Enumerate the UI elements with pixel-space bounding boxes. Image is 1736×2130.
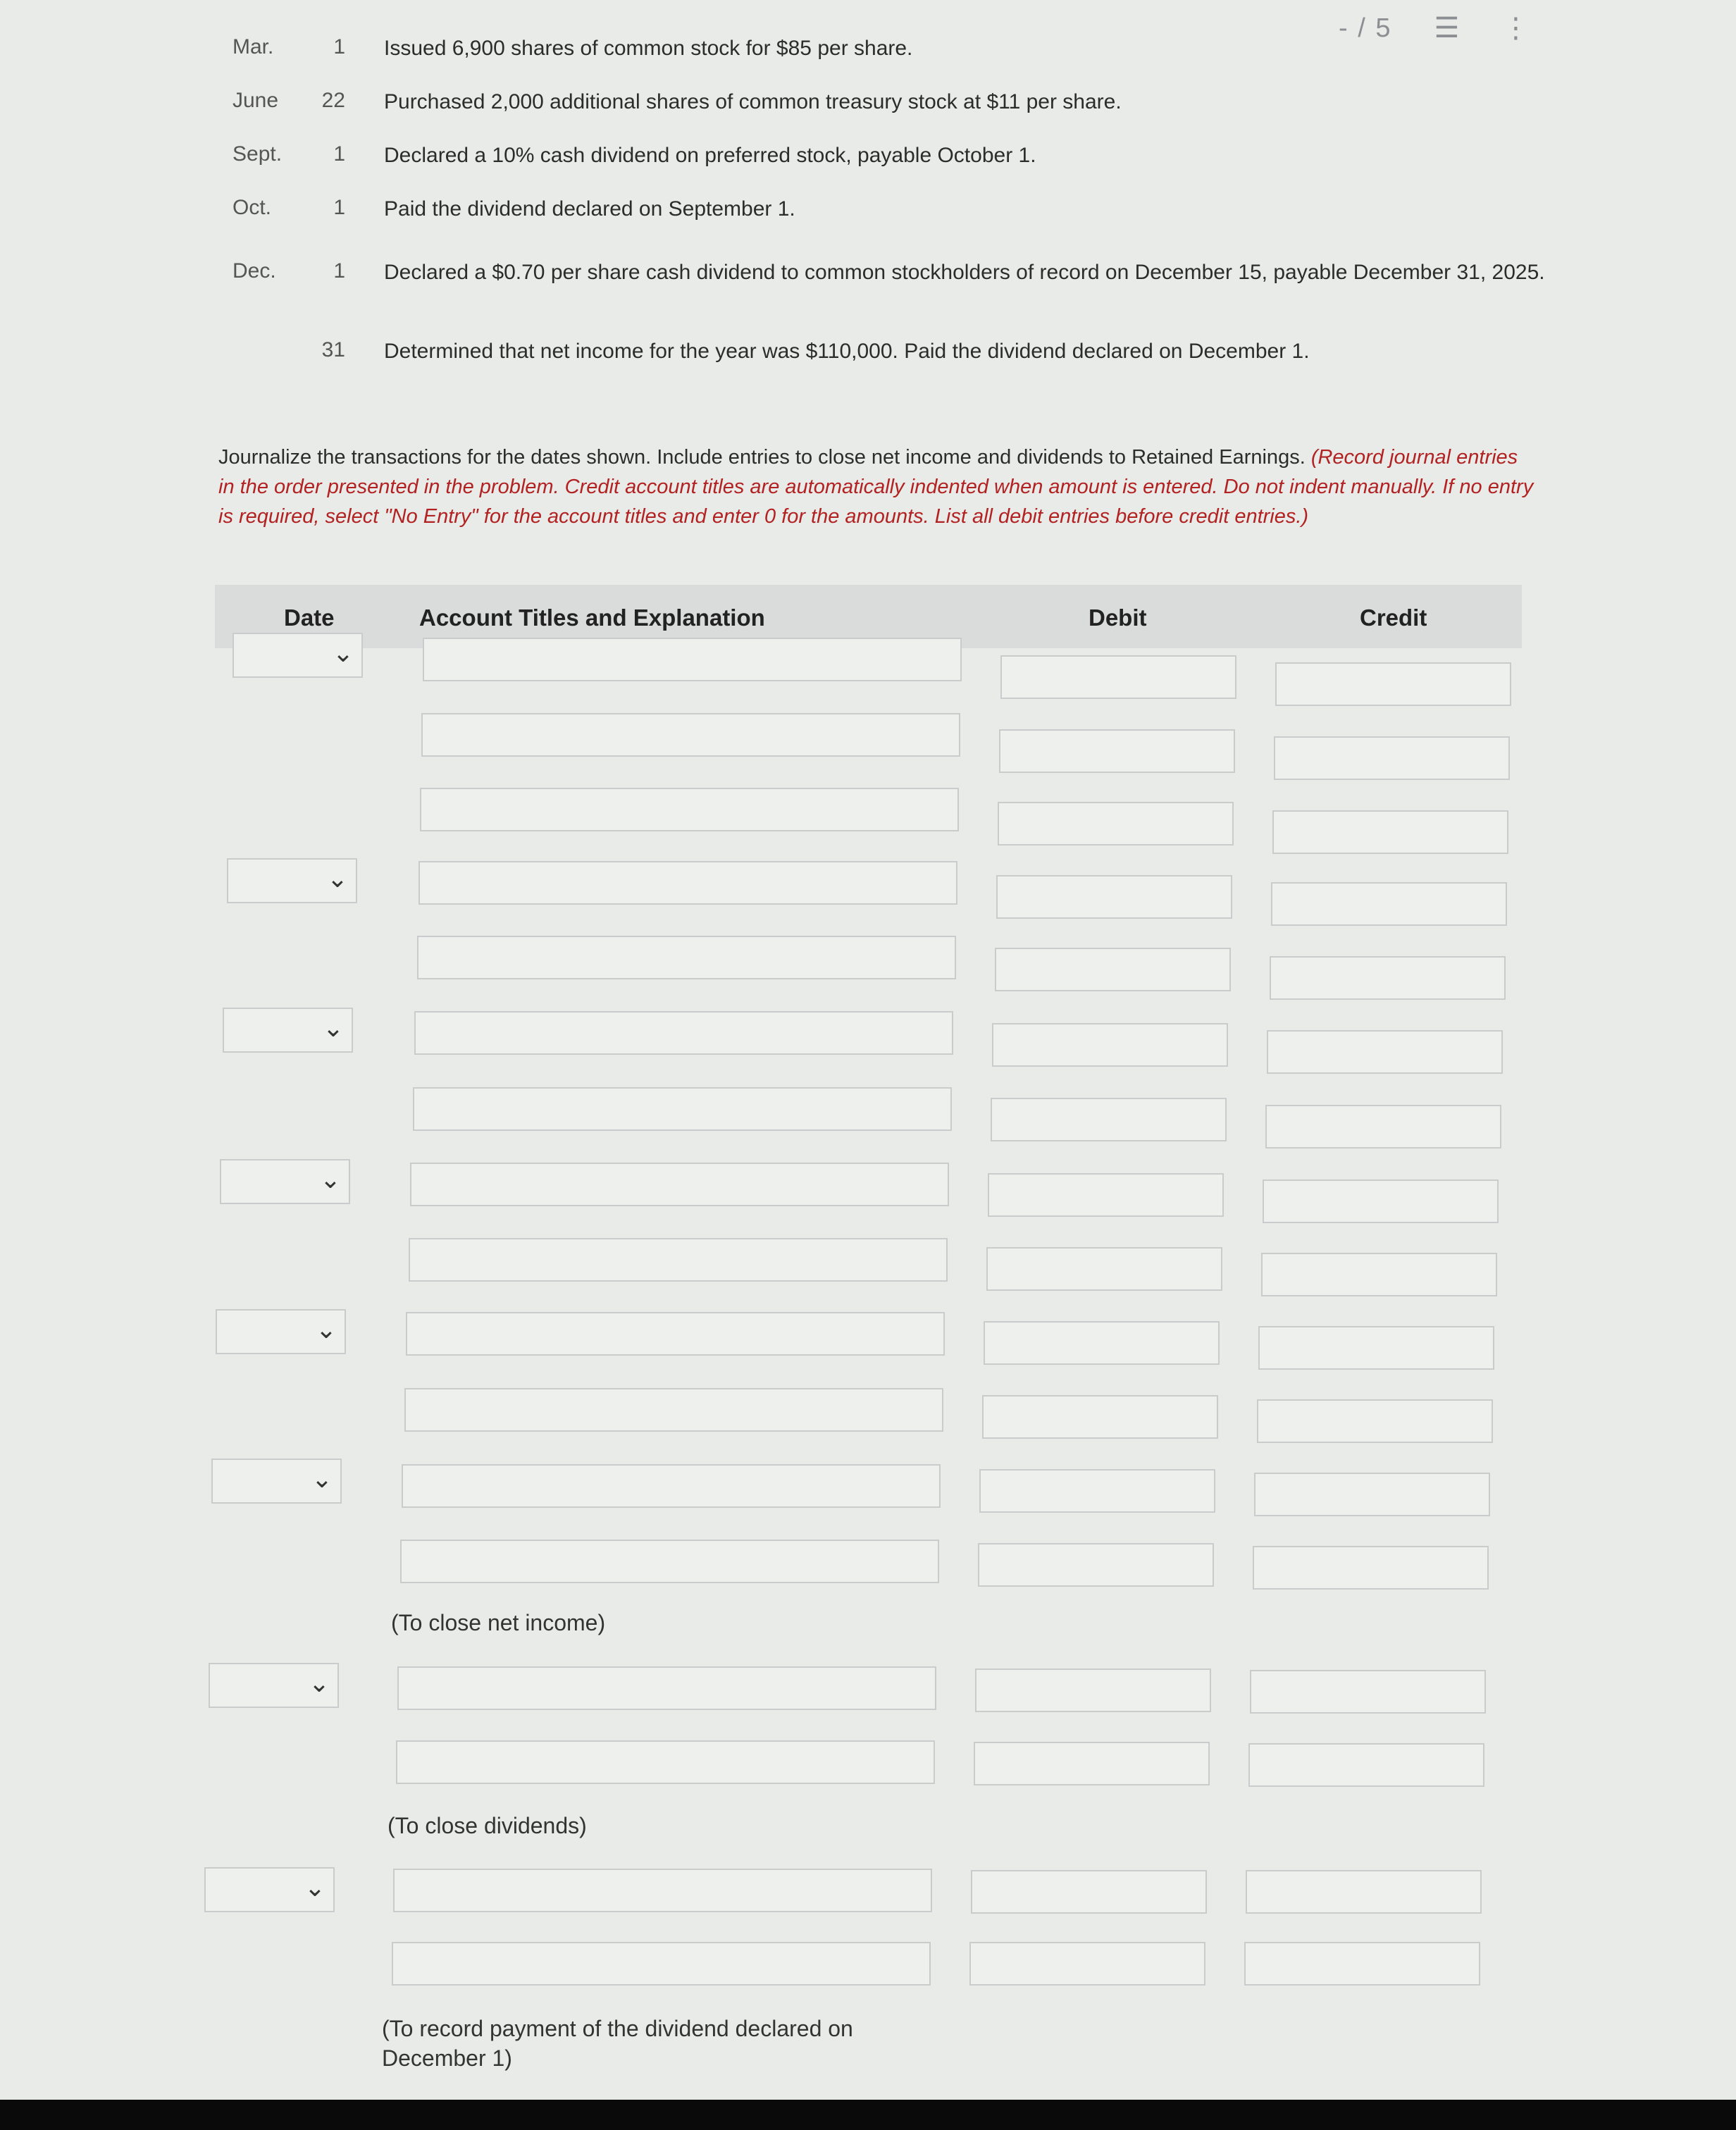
transaction-month: Oct.: [232, 196, 272, 219]
transaction-day: 22: [321, 89, 345, 112]
list-icon[interactable]: ☰: [1434, 13, 1460, 44]
transaction-text: Determined that net income for the year was $110,000. Paid the dividend declared on December 1.: [384, 340, 1310, 363]
account-input[interactable]: [392, 1942, 931, 1986]
debit-input[interactable]: [1000, 655, 1236, 699]
header-debit: Debit: [1089, 605, 1147, 631]
instructions: [218, 442, 1536, 531]
transaction-month: Dec.: [232, 259, 276, 283]
date-select[interactable]: [204, 1867, 335, 1912]
account-input[interactable]: [397, 1666, 936, 1710]
account-input[interactable]: [418, 861, 957, 905]
date-select[interactable]: [227, 858, 357, 903]
credit-input[interactable]: [1263, 1179, 1499, 1223]
debit-input[interactable]: [988, 1173, 1224, 1217]
debit-input[interactable]: [986, 1247, 1222, 1291]
credit-input[interactable]: [1248, 1743, 1484, 1787]
chevron-down-icon: ⌄: [308, 1668, 330, 1697]
date-select[interactable]: [232, 633, 363, 678]
header-account: Account Titles and Explanation: [419, 605, 765, 631]
instructions-note: (Record journal entries in the order presented in the problem. Credit account titles are automatically indented when amount is entered. Do not indent manually. If no entry is required, select "No Entry" for the account titles and enter 0 for the amounts. List all debit entries before credit entries.): [218, 446, 1534, 528]
credit-input[interactable]: [1267, 1030, 1503, 1074]
credit-input[interactable]: [1272, 810, 1508, 854]
transaction-month: Sept.: [232, 142, 283, 166]
account-input[interactable]: [402, 1464, 941, 1508]
account-input[interactable]: [423, 638, 962, 681]
transaction-day: 1: [333, 142, 345, 166]
explanation-record-payment: (To record payment of the dividend declared on December 1): [382, 2016, 853, 2071]
header-date: Date: [284, 605, 335, 631]
chevron-down-icon: ⌄: [319, 1165, 342, 1194]
account-input[interactable]: [406, 1312, 945, 1356]
credit-input[interactable]: [1275, 662, 1511, 706]
debit-input[interactable]: [979, 1469, 1215, 1513]
transaction-month: June: [232, 89, 279, 112]
credit-input[interactable]: [1250, 1670, 1486, 1714]
credit-input[interactable]: [1271, 882, 1507, 926]
account-input[interactable]: [414, 1011, 953, 1055]
instructions-main: Journalize the transactions for the dates shown. Include entries to close net income and dividends to Retained Earnings.: [218, 446, 1306, 469]
chevron-down-icon: ⌄: [311, 1464, 333, 1493]
debit-input[interactable]: [991, 1098, 1227, 1141]
transaction-day: 31: [321, 338, 345, 361]
transaction-text: Purchased 2,000 additional shares of common treasury stock at $11 per share.: [384, 90, 1122, 113]
debit-input[interactable]: [995, 948, 1231, 991]
header-credit: Credit: [1360, 605, 1427, 631]
credit-input[interactable]: [1258, 1326, 1494, 1370]
account-input[interactable]: [417, 936, 956, 979]
account-input[interactable]: [400, 1540, 939, 1583]
transaction-month: Mar.: [232, 35, 274, 58]
credit-input[interactable]: [1270, 956, 1506, 1000]
debit-input[interactable]: [982, 1395, 1218, 1439]
debit-input[interactable]: [975, 1668, 1211, 1712]
date-select[interactable]: [216, 1309, 346, 1354]
chevron-down-icon: ⌄: [322, 1013, 345, 1042]
explanation-close-net-income: (To close net income): [391, 1610, 606, 1635]
account-input[interactable]: [396, 1740, 935, 1784]
debit-input[interactable]: [978, 1543, 1214, 1587]
page-indicator: - / 5: [1339, 13, 1392, 43]
screen-bottom-edge: [0, 2100, 1736, 2130]
account-input[interactable]: [409, 1238, 948, 1282]
transaction-text: Issued 6,900 shares of common stock for $85 per share.: [384, 37, 913, 60]
transaction-text: Declared a 10% cash dividend on preferred stock, payable October 1.: [384, 144, 1036, 167]
credit-input[interactable]: [1246, 1870, 1482, 1914]
chevron-down-icon: ⌄: [332, 638, 354, 667]
debit-input[interactable]: [974, 1742, 1210, 1785]
account-input[interactable]: [410, 1163, 949, 1206]
more-vertical-icon[interactable]: ⋮: [1501, 13, 1530, 44]
transaction-day: 1: [333, 196, 345, 219]
date-select[interactable]: [211, 1459, 342, 1504]
debit-input[interactable]: [971, 1870, 1207, 1914]
debit-input[interactable]: [996, 875, 1232, 919]
debit-input[interactable]: [992, 1023, 1228, 1067]
credit-input[interactable]: [1244, 1942, 1480, 1986]
transaction-text: Declared a $0.70 per share cash dividend to common stockholders of record on December 15, payable December 31, 2025.: [384, 261, 1545, 284]
credit-input[interactable]: [1253, 1546, 1489, 1590]
credit-input[interactable]: [1274, 736, 1510, 780]
account-input[interactable]: [404, 1388, 943, 1432]
chevron-down-icon: ⌄: [315, 1315, 337, 1344]
date-select[interactable]: [220, 1159, 350, 1204]
debit-input[interactable]: [969, 1942, 1205, 1986]
explanation-close-dividends: (To close dividends): [388, 1813, 587, 1838]
account-input[interactable]: [421, 713, 960, 757]
account-input[interactable]: [393, 1869, 932, 1912]
debit-input[interactable]: [999, 729, 1235, 773]
transaction-day: 1: [333, 259, 345, 283]
debit-input[interactable]: [984, 1321, 1220, 1365]
credit-input[interactable]: [1261, 1253, 1497, 1296]
date-select[interactable]: [209, 1663, 339, 1708]
date-select[interactable]: [223, 1008, 353, 1053]
transaction-text: Paid the dividend declared on September 1.: [384, 197, 795, 221]
chevron-down-icon: ⌄: [304, 1873, 326, 1902]
account-input[interactable]: [420, 788, 959, 831]
chevron-down-icon: ⌄: [326, 864, 349, 893]
credit-input[interactable]: [1265, 1105, 1501, 1148]
credit-input[interactable]: [1254, 1473, 1490, 1516]
credit-input[interactable]: [1257, 1399, 1493, 1443]
debit-input[interactable]: [998, 802, 1234, 846]
account-input[interactable]: [413, 1087, 952, 1131]
transaction-day: 1: [333, 35, 345, 58]
